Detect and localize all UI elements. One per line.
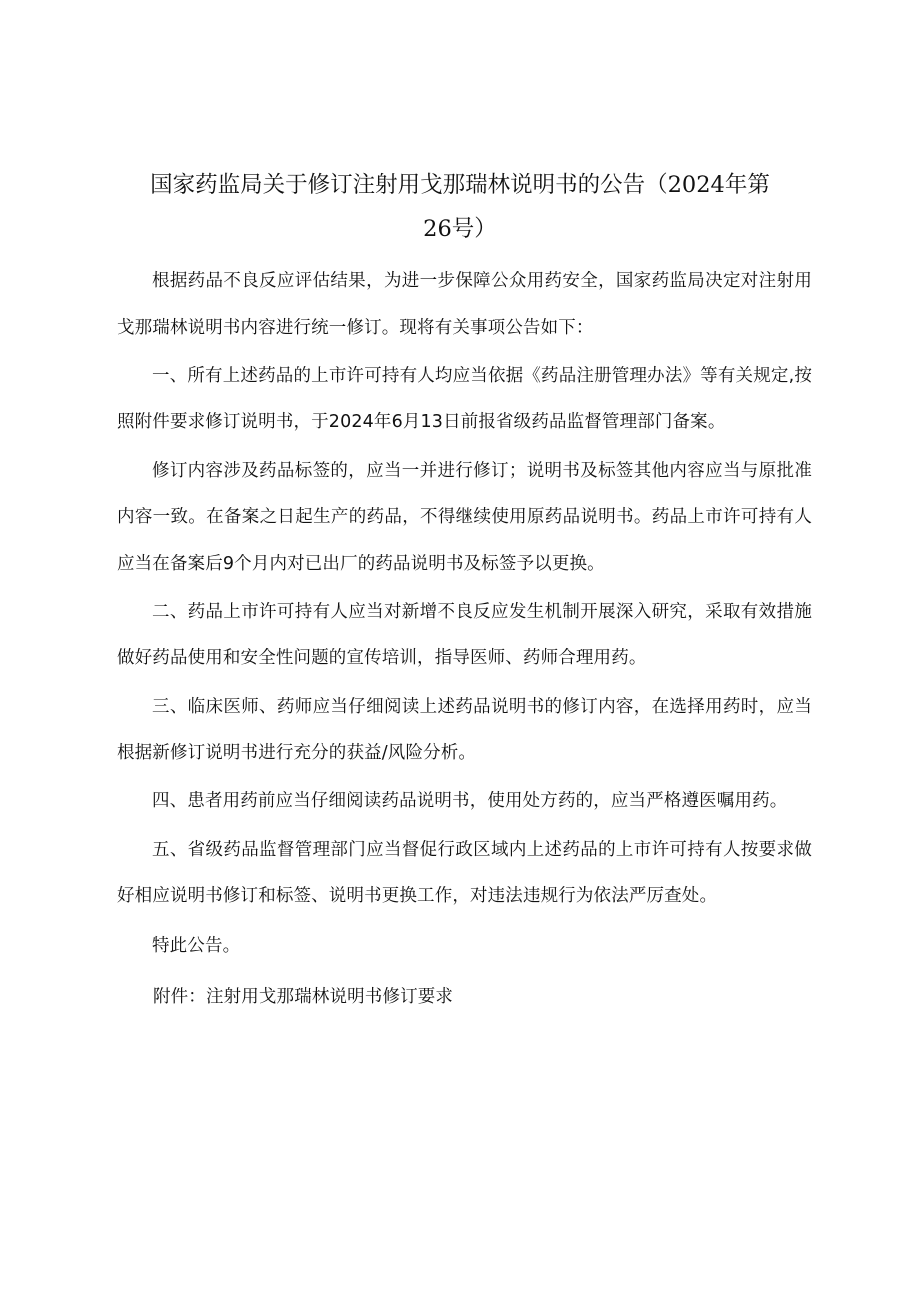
paragraph-item-2: 二、药品上市许可持有人应当对新增不良反应发生机制开展深入研究，采取有效措施做好药品使用和安全性问题的宣传培训，指导医师、药师合理用药。 xyxy=(117,601,812,669)
paragraph-item-5: 五、省级药品监督管理部门应当督促行政区域内上述药品的上市许可持有人按要求做好相应说明书修订和标签、说明书更换工作，对违法违规行为依法严厉查处。 xyxy=(117,839,812,907)
paragraph-intro: 根据药品不良反应评估结果，为进一步保障公众用药安全，国家药监局决定对注射用戈那瑞林说明书内容进行统一修订。现将有关事项公告如下： xyxy=(117,271,812,338)
paragraph-item-1-continued: 修订内容涉及药品标签的，应当一并进行修订；说明书及标签其他内容应当与原批准内容一致。在备案之日起生产的药品，不得继续使用原药品说明书。药品上市许可持有人应当在备案后9个月内对已出厂的药品说明书及标签予以更换。 xyxy=(117,460,812,574)
attachment-line: 附件：注射用戈那瑞林说明书修订要求 xyxy=(153,987,454,1008)
paragraph-item-3: 三、临床医师、药师应当仔细阅读上述药品说明书的修订内容，在选择用药时，应当根据新修订说明书进行充分的获益/风险分析。 xyxy=(117,696,812,764)
document-title xyxy=(120,163,800,251)
title-line-1: 国家药监局关于修订注射用戈那瑞林说明书的公告（2024年第 xyxy=(150,172,770,198)
closing-statement: 特此公告。 xyxy=(152,935,241,956)
title-line-2: 26号） xyxy=(423,216,497,242)
paragraph-item-4: 四、患者用药前应当仔细阅读药品说明书，使用处方药的，应当严格遵医嘱用药。 xyxy=(152,791,788,812)
paragraph-item-1: 一、所有上述药品的上市许可持有人均应当依据《药品注册管理办法》等有关规定,按照附件要求修订说明书，于2024年6月13日前报省级药品监督管理部门备案。 xyxy=(117,365,812,433)
document-body xyxy=(117,258,812,1021)
